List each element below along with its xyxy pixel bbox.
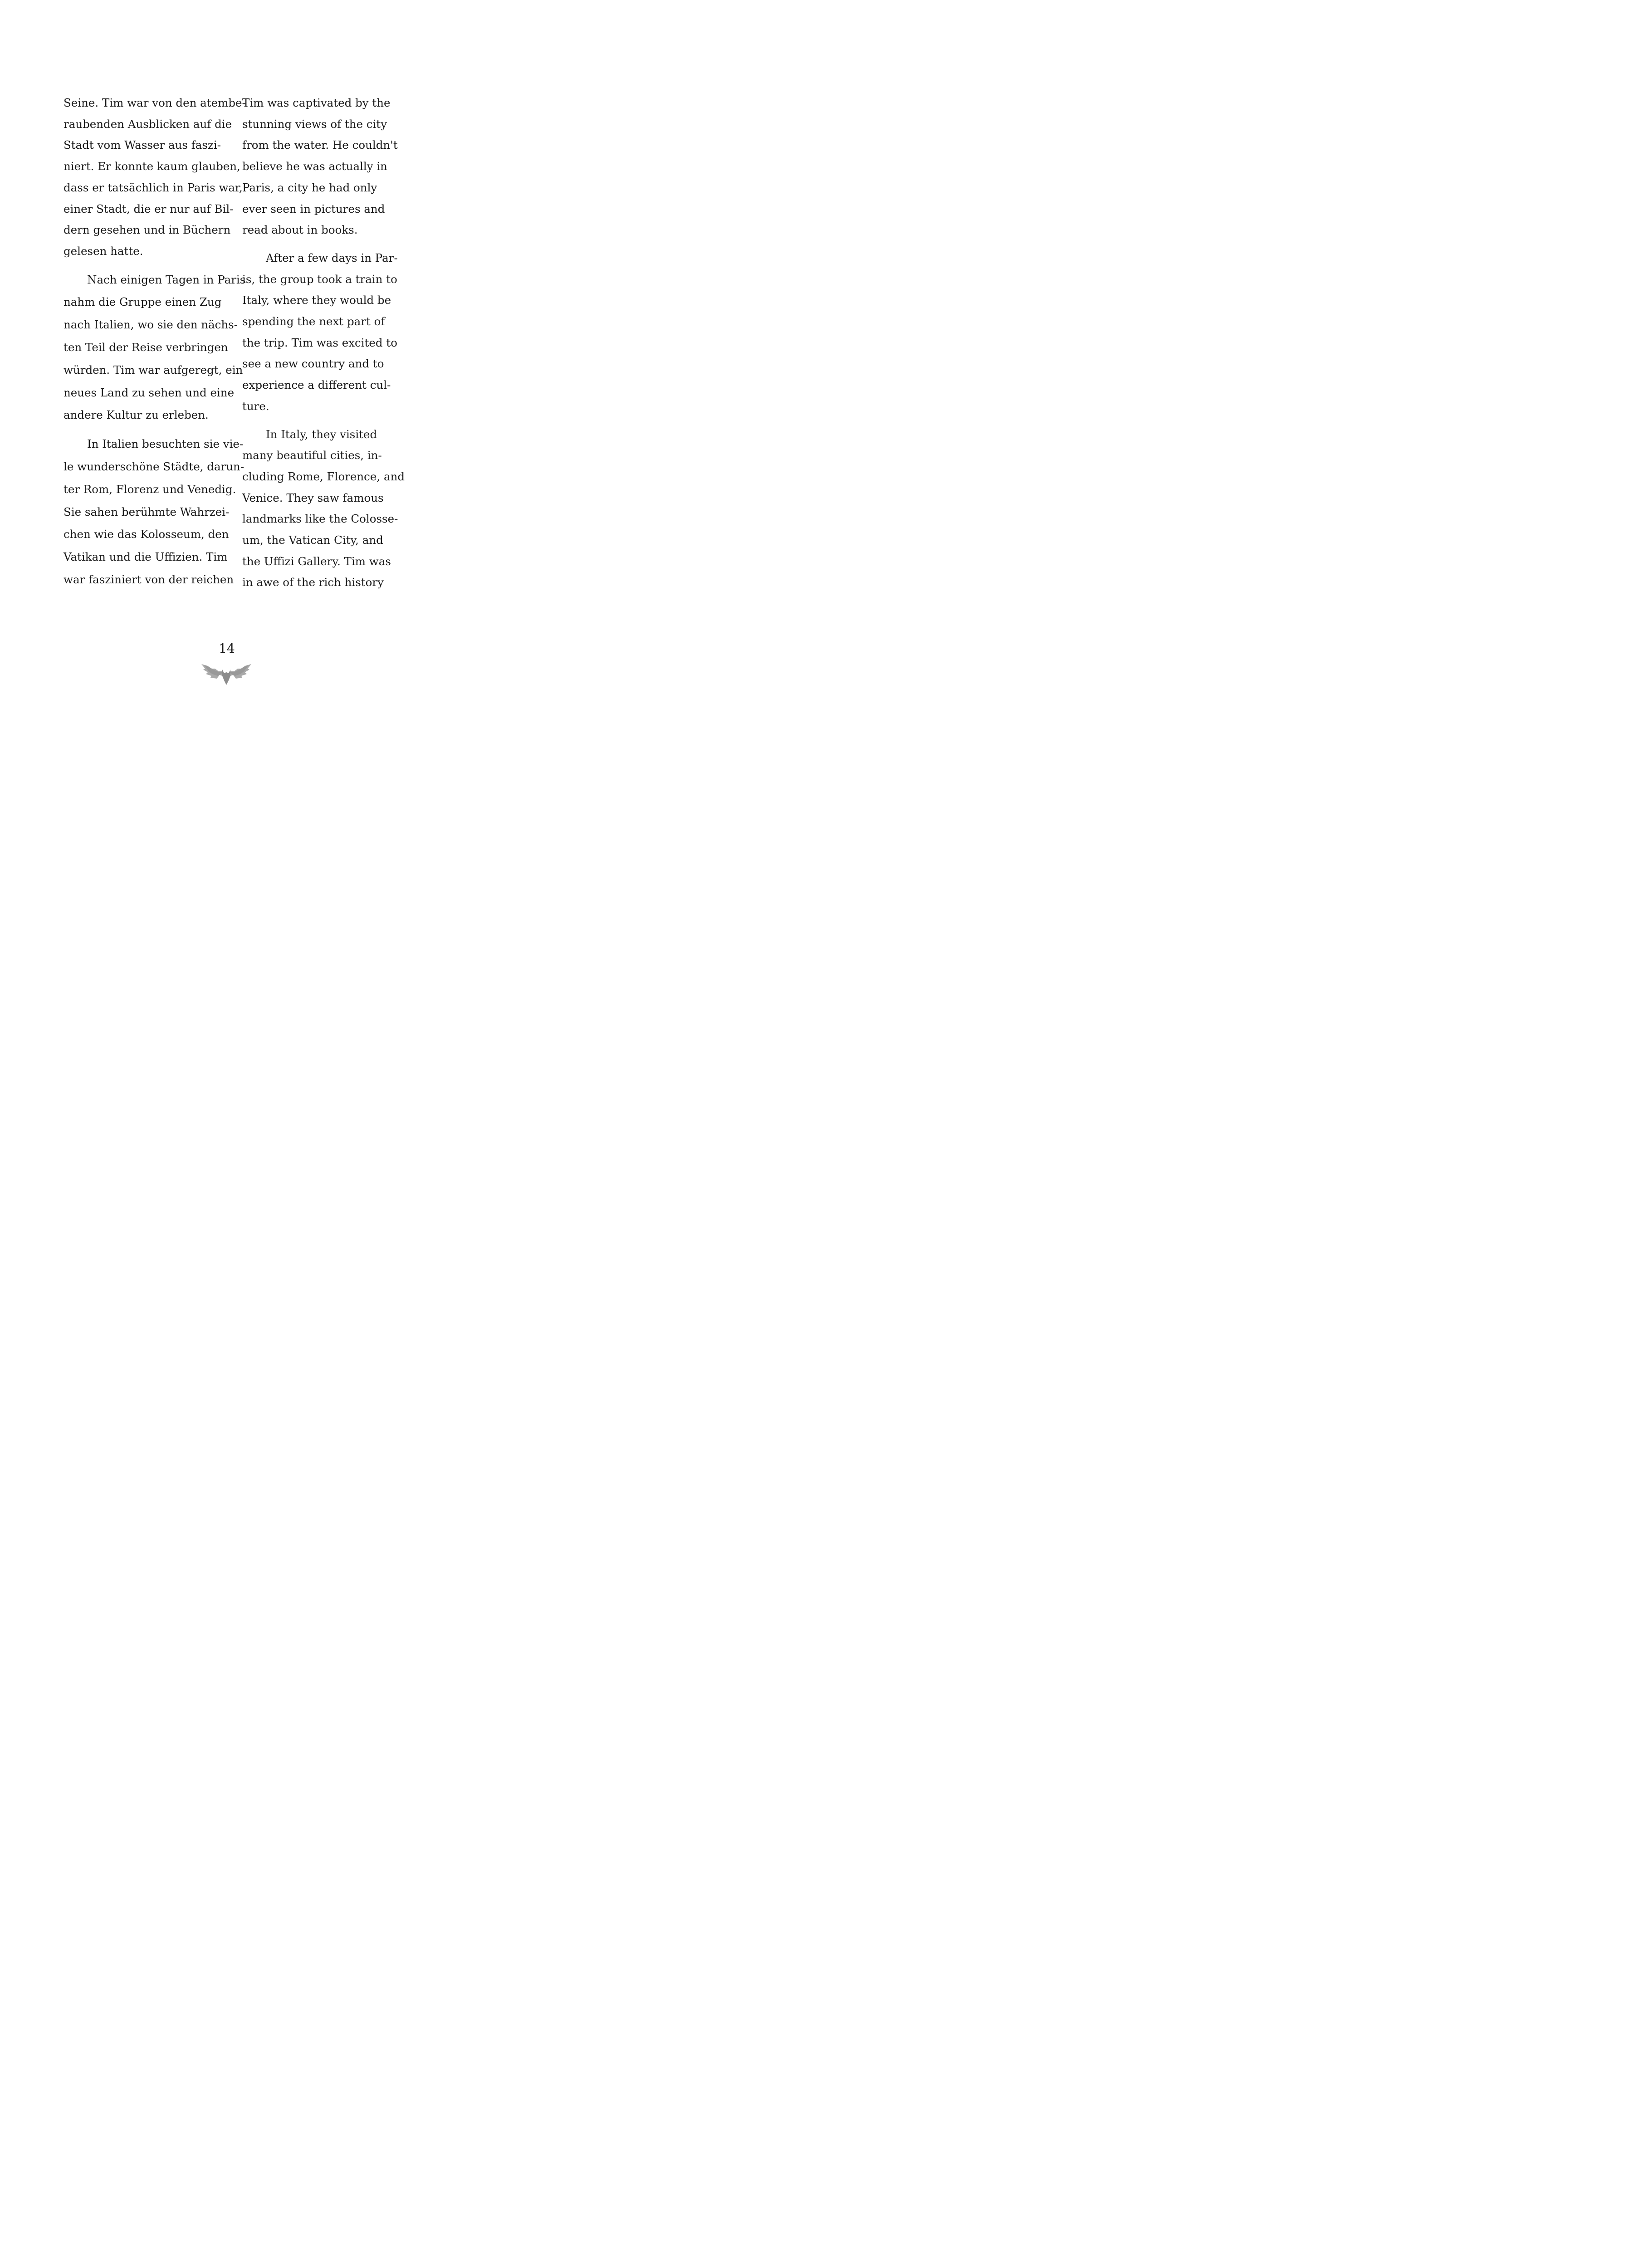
text-line: Italy, where they would be	[242, 293, 391, 307]
text-line: read about in books.	[242, 223, 358, 237]
text-line: gelesen hatte.	[64, 244, 143, 258]
text-line: After a few days in Par-	[266, 251, 398, 264]
text-line: würden. Tim war aufgeregt, ein	[64, 363, 243, 376]
text-line: stunning views of the city	[242, 117, 387, 131]
text-line: from the water. He couldn't	[242, 138, 398, 152]
text-line: the trip. Tim was excited to	[242, 336, 397, 349]
text-line: nach Italien, wo sie den nächs-	[64, 318, 238, 332]
text-line: Tim was captivated by the	[242, 96, 391, 109]
text-line: Nach einigen Tagen in Paris	[87, 273, 246, 286]
text-line: war fasziniert von der reichen	[64, 572, 234, 586]
text-line: Seine. Tim war von den atembe-	[64, 96, 246, 109]
english-column	[242, 93, 405, 593]
english-paragraph-1	[242, 93, 398, 241]
english-paragraph-2	[242, 248, 398, 417]
text-line: landmarks like the Colosse-	[242, 512, 398, 526]
text-line: dern gesehen und in Büchern	[64, 223, 231, 237]
text-line: experience a different cul-	[242, 378, 391, 392]
text-line: Stadt vom Wasser aus faszi-	[64, 138, 221, 152]
text-line: in awe of the rich history	[242, 576, 384, 589]
text-line: ter Rom, Florenz und Venedig.	[64, 482, 236, 496]
text-line: neues Land zu sehen und eine	[64, 386, 235, 399]
text-line: many beautiful cities, in-	[242, 449, 382, 462]
bat-icon	[201, 662, 251, 688]
text-line: Paris, a city he had only	[242, 181, 377, 194]
text-line: andere Kultur zu erleben.	[64, 408, 209, 422]
page-number: 14	[219, 641, 235, 656]
text-line: the Uffizi Gallery. Tim was	[242, 554, 391, 568]
text-line: nahm die Gruppe einen Zug	[64, 295, 222, 309]
english-paragraph-3	[242, 424, 405, 594]
text-line: Venice. They saw famous	[242, 491, 384, 504]
german-paragraph-3	[64, 433, 244, 591]
text-line: In Italien besuchten sie vie-	[87, 437, 244, 451]
german-paragraph-2	[64, 269, 246, 427]
text-line: is, the group took a train to	[242, 272, 397, 286]
text-line: niert. Er konnte kaum glauben,	[64, 160, 240, 173]
text-line: see a new country and to	[242, 357, 384, 371]
text-line: In Italy, they visited	[266, 427, 377, 441]
german-paragraph-1	[64, 93, 246, 262]
text-line: ever seen in pictures and	[242, 202, 385, 215]
text-line: chen wie das Kolosseum, den	[64, 528, 229, 541]
german-column	[64, 93, 246, 591]
text-line: Vatikan und die Uffizien. Tim	[64, 550, 228, 564]
text-line: believe he was actually in	[242, 160, 387, 173]
text-line: raubenden Ausblicken auf die	[64, 117, 232, 131]
text-line: um, the Vatican City, and	[242, 533, 383, 547]
text-line: einer Stadt, die er nur auf Bil-	[64, 202, 234, 215]
text-line: Sie sahen berühmte Wahrzei-	[64, 505, 230, 518]
text-line: dass er tatsächlich in Paris war,	[64, 181, 243, 194]
text-line: ten Teil der Reise verbringen	[64, 341, 228, 354]
text-line: le wunderschöne Städte, darun-	[64, 460, 244, 473]
text-line: ture.	[242, 399, 269, 413]
text-line: cluding Rome, Florence, and	[242, 469, 405, 483]
text-line: spending the next part of	[242, 315, 385, 328]
